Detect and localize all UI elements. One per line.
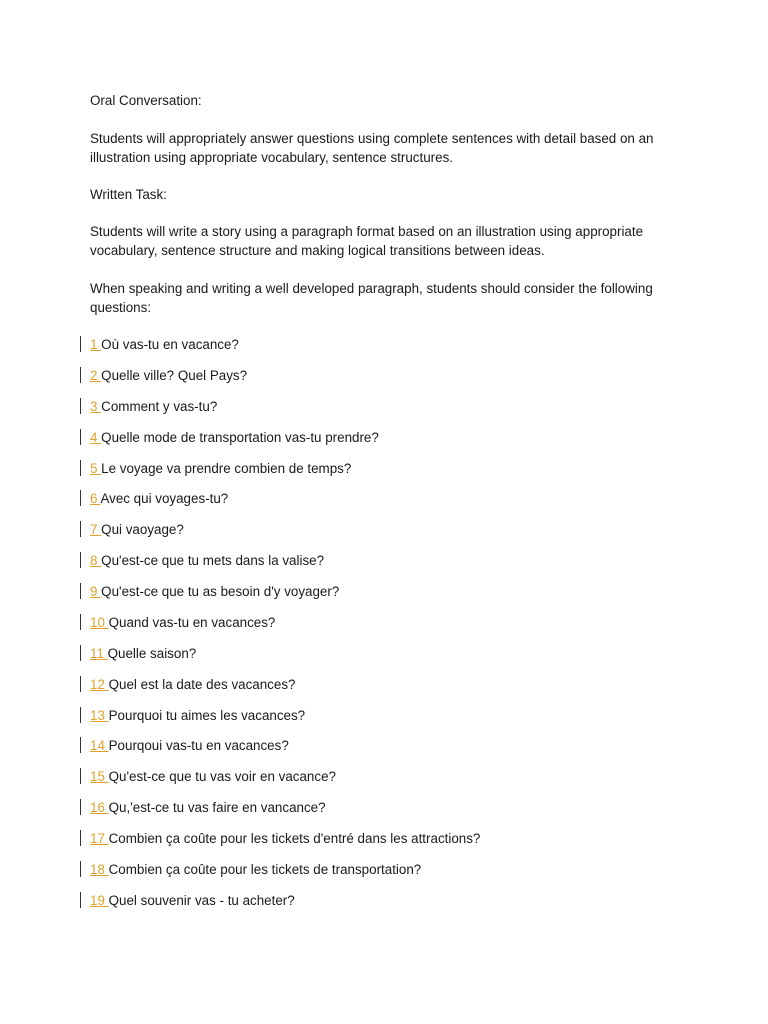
- question-number: 3: [90, 399, 102, 414]
- question-text: Quelle saison?: [107, 646, 197, 661]
- list-item: [90, 644, 196, 663]
- question-number: 15: [90, 769, 109, 784]
- question-text: Qu'est-ce que tu as besoin d'y voyager?: [101, 584, 340, 599]
- question-number: 16: [90, 800, 109, 815]
- question-text: Combien ça coûte pour les tickets d'entré dans les attractions?: [108, 831, 481, 846]
- question-text: Qu,'est-ce tu vas faire en vancance?: [108, 800, 326, 815]
- change-bar: [80, 521, 81, 537]
- question-number: 18: [90, 862, 109, 877]
- question-number: 10: [90, 615, 109, 630]
- change-bar: [80, 336, 81, 352]
- question-number: 4: [90, 430, 102, 445]
- list-item: [90, 582, 339, 601]
- question-number: 12: [90, 677, 109, 692]
- written-heading: Written Task:: [90, 187, 167, 202]
- change-bar: [80, 583, 81, 599]
- change-bar: [80, 645, 81, 661]
- change-bar: [80, 707, 81, 723]
- question-number: 7: [90, 522, 102, 537]
- question-number: 5: [90, 461, 102, 476]
- question-number: 13: [90, 708, 109, 723]
- oral-heading: Oral Conversation:: [90, 93, 202, 108]
- list-item: [90, 520, 184, 539]
- list-item: [90, 428, 379, 447]
- list-item: [90, 459, 351, 478]
- question-text: Qu'est-ce que tu mets dans la valise?: [101, 553, 325, 568]
- change-bar: [80, 892, 81, 908]
- question-text: Pourquoi tu aimes les vacances?: [108, 708, 306, 723]
- list-item: [90, 798, 326, 817]
- question-text: Quelle ville? Quel Pays?: [101, 368, 248, 383]
- question-number: 19: [90, 893, 109, 908]
- change-bar: [80, 676, 81, 692]
- change-bar: [80, 490, 81, 506]
- question-text: Quel est la date des vacances?: [108, 677, 296, 692]
- change-bar: [80, 737, 81, 753]
- change-bar: [80, 830, 81, 846]
- change-bar: [80, 398, 81, 414]
- question-text: Le voyage va prendre combien de temps?: [101, 461, 352, 476]
- change-bar: [80, 552, 81, 568]
- question-number: 14: [90, 738, 109, 753]
- list-item: [90, 397, 217, 416]
- question-text: Pourqoui vas-tu en vacances?: [108, 738, 289, 753]
- question-text: Où vas-tu en vacance?: [101, 337, 239, 352]
- question-number: 9: [90, 584, 102, 599]
- question-text: Quand vas-tu en vacances?: [108, 615, 276, 630]
- list-item: [90, 767, 336, 786]
- list-item: [90, 366, 247, 385]
- question-text: Combien ça coûte pour les tickets de transportation?: [108, 862, 422, 877]
- change-bar: [80, 429, 81, 445]
- change-bar: [80, 799, 81, 815]
- list-item: [90, 335, 239, 354]
- question-number: 11: [90, 646, 108, 661]
- question-text: Avec qui voyages-tu?: [100, 491, 229, 506]
- question-text: Qui vaoyage?: [101, 522, 184, 537]
- change-bar: [80, 460, 81, 476]
- question-number: 2: [90, 368, 102, 383]
- intro-paragraph: When speaking and writing a well developed paragraph, students should consider the following questions:: [90, 281, 653, 315]
- question-number: 8: [90, 553, 102, 568]
- change-bar: [80, 367, 81, 383]
- list-item: [90, 613, 275, 632]
- question-number: 6: [90, 491, 101, 506]
- list-item: [90, 706, 305, 725]
- question-text: Quel souvenir vas - tu acheter?: [108, 893, 295, 908]
- list-item: [90, 675, 295, 694]
- change-bar: [80, 614, 81, 630]
- list-item: [90, 829, 480, 848]
- change-bar: [80, 861, 81, 877]
- list-item: [90, 489, 228, 508]
- question-text: Quelle mode de transportation vas-tu prendre?: [101, 430, 379, 445]
- list-item: [90, 736, 289, 755]
- question-number: 17: [90, 831, 109, 846]
- list-item: [90, 860, 421, 879]
- question-text: Qu'est-ce que tu vas voir en vacance?: [108, 769, 336, 784]
- question-number: 1: [90, 337, 102, 352]
- list-item: [90, 551, 324, 570]
- oral-description: Students will appropriately answer questions using complete sentences with detail based on an illustration using appropriate vocabulary, sentence structures.: [90, 131, 654, 165]
- change-bar: [80, 768, 81, 784]
- written-description: Students will write a story using a paragraph format based on an illustration using appropriate vocabulary, sentence structure and making logical transitions between ideas.: [90, 224, 644, 258]
- list-item: [90, 891, 295, 910]
- question-text: Comment y vas-tu?: [101, 399, 218, 414]
